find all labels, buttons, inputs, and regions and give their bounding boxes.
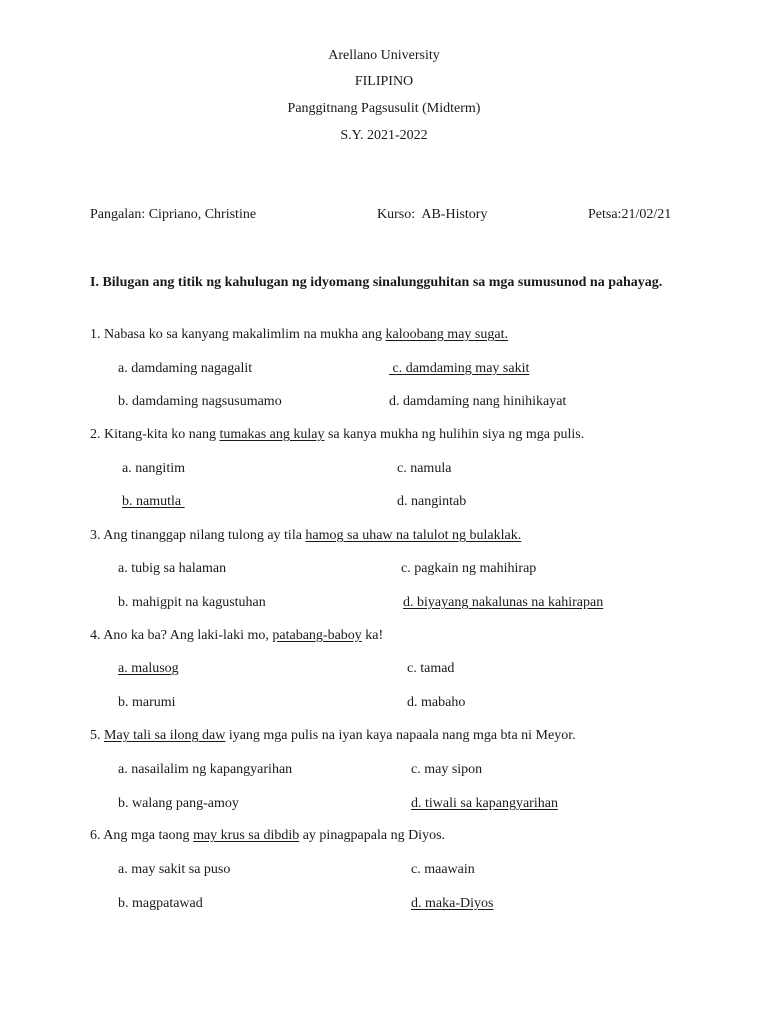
q5-option-a[interactable]: a. nasailalim ng kapangyarihan [118,762,293,777]
q4-option-c[interactable]: c. tamad [407,661,455,676]
university-name: Arellano University [328,48,440,63]
q1-option-a[interactable]: a. damdaming nagagalit [118,361,253,376]
q6-option-a[interactable]: a. may sakit sa puso [118,862,231,877]
date-value: 21/02/21 [621,207,672,222]
q5-option-b[interactable]: b. walang pang-amoy [118,796,239,811]
q2-option-b[interactable] [122,494,185,510]
date-label: Petsa: [588,207,622,222]
question-number: 1. [90,327,101,342]
question-number: 3. [90,528,101,543]
question-number: 2. [90,427,101,442]
question-text: Ang mga taong [103,828,190,843]
question-text-end: ay pinagpapala ng Diyos. [302,828,446,843]
q1-option-c[interactable] [389,361,529,377]
section-instruction: I. Bilugan ang titik ng kahulugan ng idyomang sinalungguhitan sa mga sumusunod na pahayag. [90,275,663,290]
question-4 [90,628,383,644]
q3-option-d[interactable]: d. biyayang nakalunas na kahirapan [403,595,604,610]
question-text: Kitang-kita ko nang [104,427,216,442]
underlined-idiom: patabang-baboy [272,628,362,643]
underlined-idiom: tumakas ang kulay [219,427,325,442]
q4-option-d[interactable]: d. mabaho [407,695,466,710]
q4-option-a[interactable]: a. malusog [118,661,179,676]
exam-title: Panggitnang Pagsusulit (Midterm) [287,101,481,116]
question-text-end: iyang mga pulis na iyan kaya napaala nang mga bta ni Meyor. [228,728,576,743]
q5-option-d[interactable]: d. tiwali sa kapangyarihan [411,796,558,811]
q6-option-c[interactable]: c. maawain [411,862,475,877]
name-value: Cipriano, Christine [148,207,257,222]
question-text: Nabasa ko sa kanyang makalimlim na mukha ang [104,327,382,342]
q3-option-b[interactable]: b. mahigpit na kagustuhan [118,595,266,610]
underlined-idiom: hamog sa uhaw na talulot ng bulaklak. [305,528,522,543]
course-value: AB-History [421,207,488,222]
q4-option-b[interactable]: b. marumi [118,695,176,710]
question-6 [90,828,445,844]
name-field [90,207,256,223]
underlined-idiom: kaloobang may sugat. [385,327,508,342]
q2-option-d[interactable]: d. nangintab [397,494,467,509]
question-number: 6. [90,828,101,843]
underlined-idiom: May tali sa ilong daw [104,728,226,743]
q3-option-a[interactable]: a. tubig sa halaman [118,561,227,576]
name-label: Pangalan: [90,207,146,222]
question-text: Ano ka ba? Ang laki-laki mo, [103,628,269,643]
question-text: Ang tinanggap nilang tulong ay tila [103,528,302,543]
school-year: S.Y. 2021-2022 [340,128,428,143]
question-1 [90,327,508,343]
q1-option-b[interactable]: b. damdaming nagsusumamo [118,394,282,409]
course-label: Kurso: [377,207,416,222]
question-text-end: sa kanya mukha ng hulihin siya ng mga pulis. [327,427,585,442]
question-number: 5. [90,728,101,743]
q2-option-a[interactable]: a. nangitim [122,461,185,476]
question-5 [90,728,576,744]
question-2 [90,427,584,443]
question-number: 4. [90,628,101,643]
subject-title: FILIPINO [354,74,414,89]
q1-option-d[interactable]: d. damdaming nang hinihikayat [389,394,567,409]
question-text-end: ka! [365,628,384,643]
course-field [377,207,487,223]
q6-option-b[interactable]: b. magpatawad [118,896,203,911]
option-text: b. namutla [122,494,182,509]
q6-option-d[interactable]: d. maka-Diyos [411,896,494,911]
date-field [588,207,671,223]
q5-option-c[interactable]: c. may sipon [411,762,483,777]
option-text: c. damdaming may sakit [392,361,530,376]
underlined-idiom: may krus sa dibdib [193,828,300,843]
q2-option-c[interactable]: c. namula [397,461,452,476]
question-3 [90,528,521,544]
q3-option-c[interactable]: c. pagkain ng mahihirap [401,561,537,576]
